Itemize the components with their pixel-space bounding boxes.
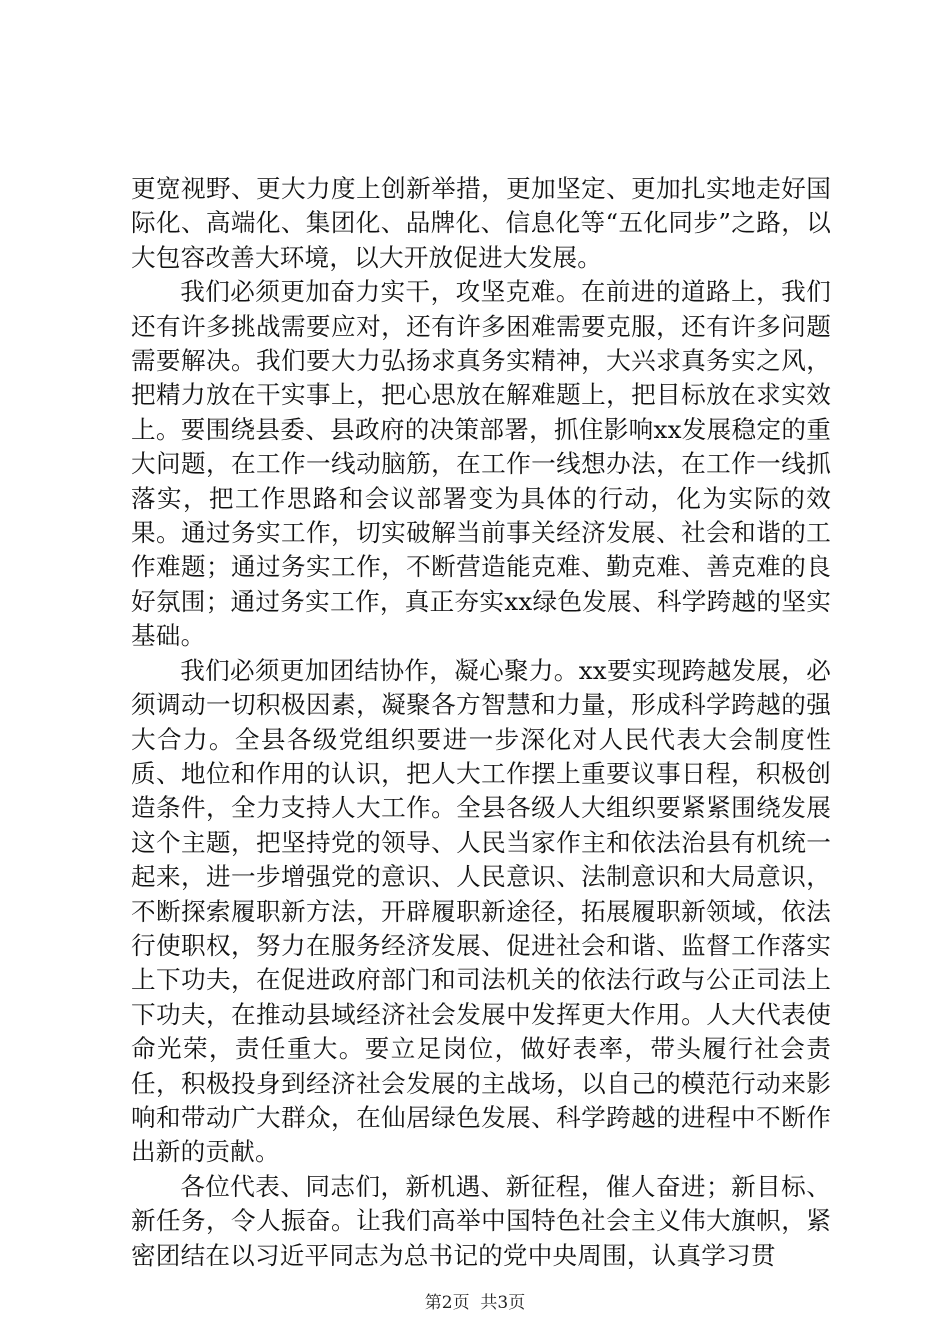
paragraph-1: 更宽视野、更大力度上创新举措，更加坚定、更加扎实地走好国际化、高端化、集团化、品牌化、信息化等“五化同步”之路，以大包容改善大环境，以大开放促进大发展。 bbox=[131, 174, 831, 272]
paragraph-3: 我们必须更加团结协作，凝心聚力。xx要实现跨越发展，必须调动一切积极因素，凝聚各方智慧和力量，形成科学跨越的强大合力。全县各级党组织要进一步深化对人民代表大会制度性质、地位和作用的认识，把人大工作摆上重要议事日程，积极创造条件，全力支持人大工作。全县各级人大组织要紧紧围绕发展这个主题，把坚持党的领导、人民当家作主和依法治县有机统一起来，进一步增强党的意识、人民意识、法制意识和大局意识，不断探索履职新方法，开辟履职新途径，拓展履职新领域，依法行使职权，努力在服务经济发展、促进社会和谐、监督工作落实上下功夫，在促进政府部门和司法机关的依法行政与公正司法上下功夫，在推动县域经济社会发展中发挥更大作用。人大代表使命光荣，责任重大。要立足岗位，做好表率，带头履行社会责任，积极投身到经济社会发展的主战场，以自己的模范行动来影响和带动广大群众，在仙居绿色发展、科学跨越的进程中不断作出新的贡献。 bbox=[131, 655, 831, 1167]
paragraph-4: 各位代表、同志们，新机遇、新征程，催人奋进；新目标、新任务，令人振奋。让我们高举中国特色社会主义伟大旗帜，紧密团结在以习近平同志为总书记的党中央周围，认真学习贯 bbox=[131, 1171, 831, 1270]
document-body bbox=[131, 172, 831, 1273]
page-number-footer: 第2页 共3页 bbox=[424, 1293, 526, 1313]
paragraph-2: 我们必须更加奋力实干，攻坚克难。在前进的道路上，我们还有许多挑战需要应对，还有许多困难需要克服，还有许多问题需要解决。我们要大力弘扬求真务实精神，大兴求真务实之风，把精力放在干实事上，把心思放在解难题上，把目标放在求实效上。要围绕县委、县政府的决策部署，抓住影响xx发展稳定的重大问题，在工作一线动脑筋，在工作一线想办法，在工作一线抓落实，把工作思路和会议部署变为具体的行动，化为实际的效果。通过务实工作，切实破解当前事关经济发展、社会和谐的工作难题；通过务实工作，不断营造能克难、勤克难、善克难的良好氛围；通过务实工作，真正夯实xx绿色发展、科学跨越的坚实基础。 bbox=[131, 277, 831, 651]
